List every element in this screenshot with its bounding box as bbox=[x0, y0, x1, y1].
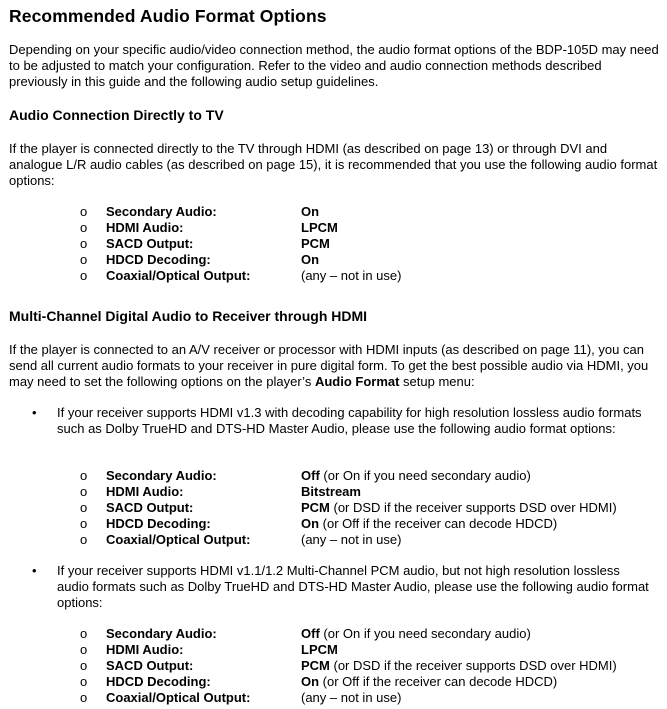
option-value: PCM bbox=[301, 236, 330, 251]
option-label: Coaxial/Optical Output: bbox=[106, 268, 251, 283]
option-value: On bbox=[301, 204, 320, 219]
option-label: SACD Output: bbox=[106, 500, 194, 515]
option-value: (any – not in use) bbox=[301, 532, 402, 547]
bullet-text: If your receiver supports HDMI v1.1/1.2 Multi-Channel PCM audio, but not high resolution lossless audio formats such as Dolby TrueHD and DTS-HD Master Audio, please use the following audio format options: bbox=[57, 563, 649, 610]
option-row bbox=[0, 642, 667, 658]
option-value: Off (or On if you need secondary audio) bbox=[301, 626, 531, 641]
circle-bullet-icon: o bbox=[80, 532, 88, 547]
circle-bullet-icon: o bbox=[80, 626, 88, 641]
option-value: (any – not in use) bbox=[301, 268, 402, 283]
option-value: PCM (or DSD if the receiver supports DSD over HDMI) bbox=[301, 658, 617, 673]
option-label: HDMI Audio: bbox=[106, 642, 184, 657]
section1-heading: Audio Connection Directly to TV bbox=[9, 107, 224, 123]
option-label: Secondary Audio: bbox=[106, 204, 217, 219]
option-row bbox=[0, 500, 667, 516]
circle-bullet-icon: o bbox=[80, 468, 88, 483]
option-row bbox=[0, 532, 667, 548]
option-label: Coaxial/Optical Output: bbox=[106, 532, 251, 547]
section1-paragraph: If the player is connected directly to the TV through HDMI (as described on page 13) or through DVI and analogue L/R audio cables (as described on page 15), it is recommended that you use the following audio format options: bbox=[9, 141, 658, 188]
option-label: Coaxial/Optical Output: bbox=[106, 690, 251, 705]
circle-bullet-icon: o bbox=[80, 500, 88, 515]
option-label: HDCD Decoding: bbox=[106, 516, 211, 531]
circle-bullet-icon: o bbox=[80, 236, 88, 251]
circle-bullet-icon: o bbox=[80, 690, 88, 705]
option-row bbox=[0, 236, 667, 252]
option-label: HDMI Audio: bbox=[106, 484, 184, 499]
option-label: Secondary Audio: bbox=[106, 626, 217, 641]
option-value: Bitstream bbox=[301, 484, 361, 499]
circle-bullet-icon: o bbox=[80, 204, 88, 219]
circle-bullet-icon: o bbox=[80, 674, 88, 689]
option-value: On bbox=[301, 252, 320, 267]
circle-bullet-icon: o bbox=[80, 484, 88, 499]
circle-bullet-icon: o bbox=[80, 658, 88, 673]
circle-bullet-icon: o bbox=[80, 516, 88, 531]
circle-bullet-icon: o bbox=[80, 220, 88, 235]
circle-bullet-icon: o bbox=[80, 642, 88, 657]
option-row bbox=[0, 468, 667, 484]
section2-paragraph: If the player is connected to an A/V receiver or processor with HDMI inputs (as described on page 11), you can send all current audio formats to your receiver in pure digital form. To get the best possible audio via HDMI, you may need to set the following options on the player’s Audio Format setup menu: bbox=[9, 342, 649, 389]
option-label: SACD Output: bbox=[106, 658, 194, 673]
option-label: SACD Output: bbox=[106, 236, 194, 251]
intro-paragraph: Depending on your specific audio/video connection method, the audio format options of the BDP-105D may need to be adjusted to match your configuration. Refer to the video and audio connection methods described previously in this guide and the following audio setup guidelines. bbox=[9, 42, 659, 89]
bullet-icon: • bbox=[32, 563, 37, 578]
option-row bbox=[0, 690, 667, 706]
option-row bbox=[0, 674, 667, 690]
option-label: Secondary Audio: bbox=[106, 468, 217, 483]
option-value: Off (or On if you need secondary audio) bbox=[301, 468, 531, 483]
option-row bbox=[0, 252, 667, 268]
option-label: HDCD Decoding: bbox=[106, 674, 211, 689]
option-label: HDCD Decoding: bbox=[106, 252, 211, 267]
option-row bbox=[0, 484, 667, 500]
option-row bbox=[0, 658, 667, 674]
option-value: (any – not in use) bbox=[301, 690, 402, 705]
option-value: PCM (or DSD if the receiver supports DSD over HDMI) bbox=[301, 500, 617, 515]
bullet-icon: • bbox=[32, 405, 37, 420]
section2-heading: Multi-Channel Digital Audio to Receiver through HDMI bbox=[9, 308, 368, 324]
circle-bullet-icon: o bbox=[80, 268, 88, 283]
bullet-text: If your receiver supports HDMI v1.3 with decoding capability for high resolution lossless audio formats such as Dolby TrueHD and DTS-HD Master Audio, please use the following audio format options: bbox=[57, 405, 642, 436]
option-value: On (or Off if the receiver can decode HDCD) bbox=[301, 516, 558, 531]
circle-bullet-icon: o bbox=[80, 252, 88, 267]
option-row bbox=[0, 220, 667, 236]
option-value: LPCM bbox=[301, 642, 338, 657]
option-row bbox=[0, 204, 667, 220]
option-label: HDMI Audio: bbox=[106, 220, 184, 235]
page-title: Recommended Audio Format Options bbox=[9, 6, 327, 26]
option-value: LPCM bbox=[301, 220, 338, 235]
option-row bbox=[0, 268, 667, 284]
option-value: On (or Off if the receiver can decode HDCD) bbox=[301, 674, 558, 689]
option-row bbox=[0, 626, 667, 642]
option-row bbox=[0, 516, 667, 532]
